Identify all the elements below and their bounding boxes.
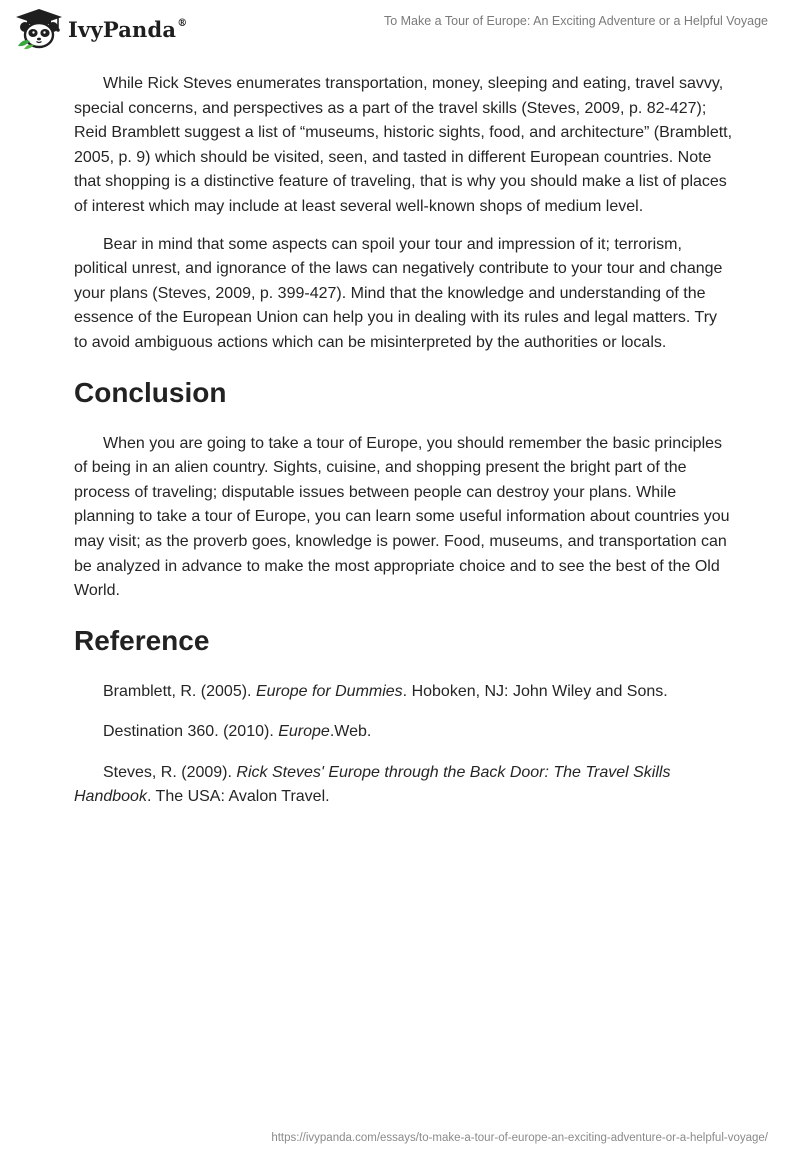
reference-item: Destination 360. (2010). Europe.Web. bbox=[103, 723, 372, 741]
reference-heading: Reference bbox=[74, 624, 210, 656]
brand-name: IvyPanda® bbox=[68, 16, 188, 42]
source-url-link[interactable]: https://ivypanda.com/essays/to-make-a-tour-of-europe-an-exciting-adventure-or-a-helpful-voyage/ bbox=[271, 1132, 768, 1144]
page-header bbox=[0, 0, 800, 60]
body-paragraph: Bear in mind that some aspects can spoil your tour and impression of it; terrorism, political unrest, and ignorance of the laws can negatively contribute to your tour and change your plans (Steves, 2009, p. 399-427). Mind that the knowledge and understanding of the essence of the European Union can help you in dealing with its rules and legal matters. Try to avoid ambiguous actions which can be misinterpreted by the authorities or locals. bbox=[74, 235, 723, 351]
panda-graduate-icon bbox=[14, 8, 64, 50]
body-paragraph: While Rick Steves enumerates transportation, money, sleeping and eating, travel savvy, special concerns, and perspectives as a part of the travel skills (Steves, 2009, p. 82-427); Reid Bramblett suggest a list of “museums, historic sights, food, and architecture” (Bramblett, 2005, p. 9) which should be visited, seen, and tasted in different European countries. Note that shopping is a distinctive feature of traveling, that is why you should make a list of places of interest which may include at least several well-known shops of medium level. bbox=[74, 75, 733, 215]
reference-item: Steves, R. (2009). Rick Steves' Europe through the Back Door: The Travel Skills Handbook. The USA: Avalon Travel. bbox=[74, 763, 671, 806]
article-body bbox=[74, 72, 734, 826]
document-title: To Make a Tour of Europe: An Exciting Adventure or a Helpful Voyage bbox=[383, 14, 768, 28]
conclusion-paragraph: When you are going to take a tour of Europe, you should remember the basic principles of being in an alien country. Sights, cuisine, and shopping present the bright part of the process of traveling; disputable issues between people can destroy your plans. While planning to take a tour of Europe, you can learn some useful information about countries you may visit; as the proverb goes, knowledge is power. Food, museums, and transportation can be analyzed in advance to make the most appropriate choice and to see the best of the Old World. bbox=[74, 434, 730, 600]
logo[interactable] bbox=[14, 8, 187, 50]
conclusion-heading: Conclusion bbox=[74, 376, 227, 408]
reference-item: Bramblett, R. (2005). Europe for Dummies. Hoboken, NJ: John Wiley and Sons. bbox=[103, 682, 668, 700]
